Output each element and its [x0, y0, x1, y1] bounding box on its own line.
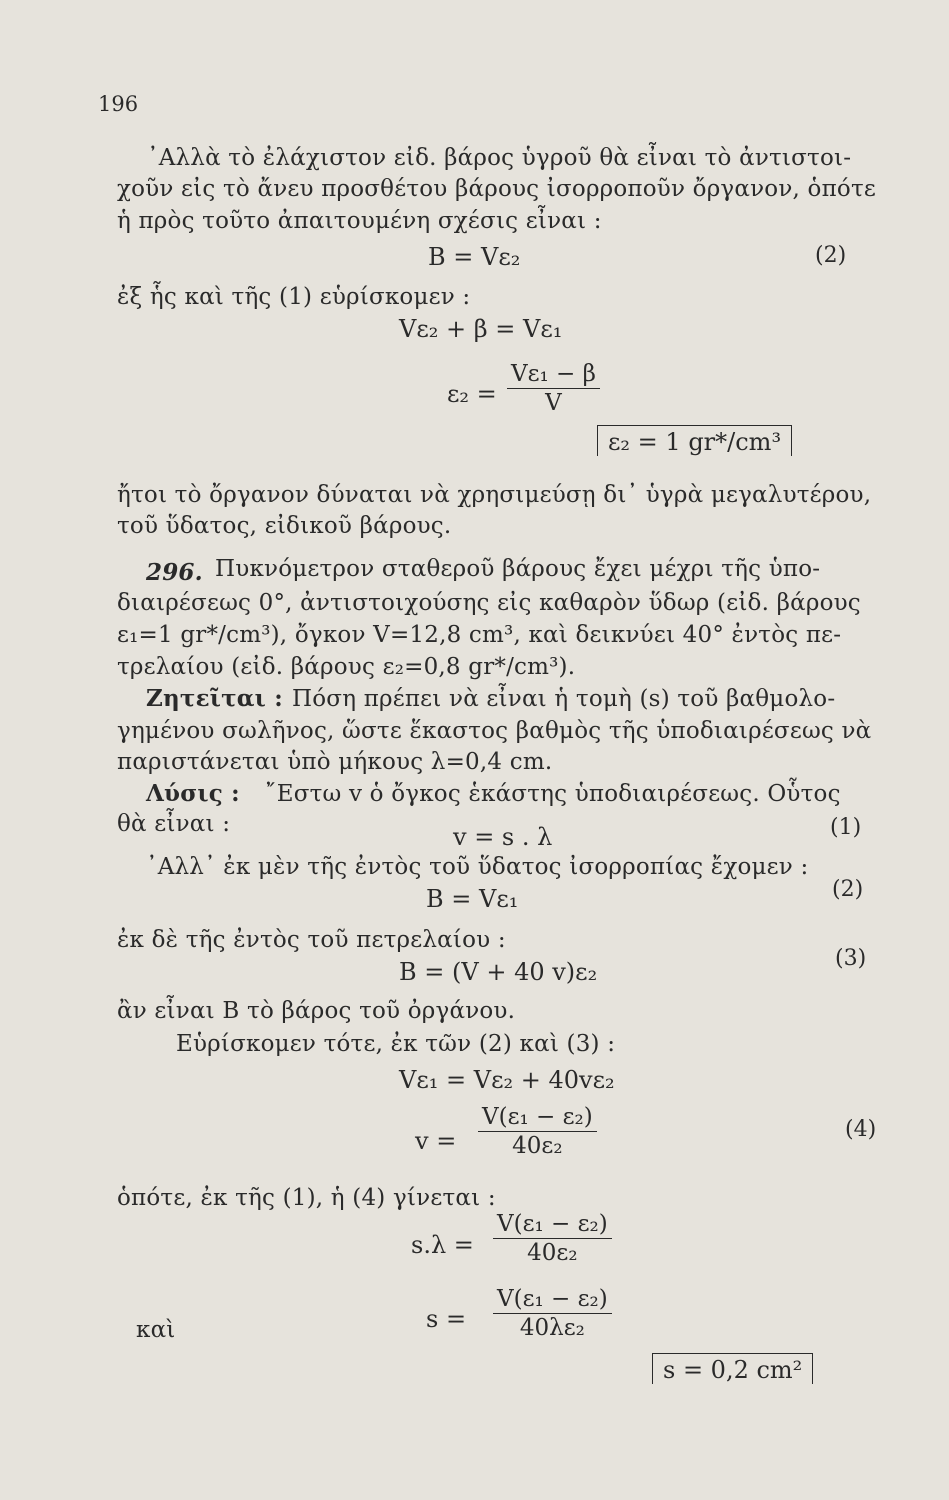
asked-line-2: γημένου σωλῆνος, ὥστε ἕκαστος βαθμὸς τῆς ὑποδιαιρέσεως νὰ: [117, 718, 872, 744]
equation-b-oil: B = (V + 40 v)ε₂: [399, 958, 598, 986]
fraction-numerator: V(ε₁ − ε₂): [482, 1104, 593, 1130]
fraction-numerator: V(ε₁ − ε₂): [497, 1286, 608, 1312]
equation-e2-fraction: [507, 360, 600, 417]
equation-label-2: (2): [815, 243, 847, 268]
equation-sl-fraction: [493, 1210, 612, 1267]
solution-label: Λύσις :: [146, 780, 240, 807]
problem-line-1: Πυκνόμετρον σταθεροῦ βάρους ἔχει μέχρι τῆς ὑπο-: [215, 556, 821, 582]
find-text: Εὑρίσκομεν τότε, ἐκ τῶν (2) καὶ (3) :: [176, 1031, 616, 1057]
asked-line-1: Πόση πρέπει νὰ εἶναι ἡ τομὴ (s) τοῦ βαθμολο-: [292, 686, 836, 712]
fraction-numerator: Vε₁ − β: [511, 361, 596, 387]
problem-line-3: ε₁=1 gr*/cm³), ὄγκον V=12,8 cm³, καὶ δεικνύει 40° ἐντὸς πε-: [117, 622, 842, 648]
intro-line-1: ᾿Αλλὰ τὸ ἐλάχιστον εἰδ. βάρος ὑγροῦ θὰ εἶναι τὸ ἀντιστοι-: [147, 145, 852, 171]
equation-sl-lhs: s.λ =: [411, 1231, 474, 1259]
result-box-s: s = 0,2 cm²: [652, 1353, 813, 1384]
conclusion-line-1: ἤτοι τὸ ὄργανον δύναται νὰ χρησιμεύσῃ δι᾿ ὑγρὰ μεγαλυτέρου,: [117, 482, 872, 508]
equation-label-3: (3): [835, 946, 867, 971]
equation-v-fraction: [478, 1103, 597, 1160]
fraction-denominator: 40λε₂: [493, 1313, 612, 1342]
asked-label: Ζητεῖται :: [146, 685, 283, 712]
equation-label-1: (1): [830, 815, 862, 840]
conclusion-line-2: τοῦ ὕδατος, εἰδικοῦ βάρους.: [117, 513, 452, 539]
equation-s-fraction: [493, 1285, 612, 1342]
equation-v-lhs: v =: [415, 1127, 457, 1155]
page-number: 196: [98, 92, 139, 116]
equation-e2-lhs: ε₂ =: [447, 380, 497, 408]
equation-b-ve2: B = Vε₂: [428, 243, 521, 271]
water-equilibrium-text: ᾿Αλλ᾿ ἐκ μὲν τῆς ἐντὸς τοῦ ὕδατος ἰσορροπίας ἔχομεν :: [146, 854, 809, 880]
oil-text: ἐκ δὲ τῆς ἐντὸς τοῦ πετρελαίου :: [117, 927, 506, 953]
solution-line-1: ῎Εστω v ὁ ὄγκος ἑκάστης ὑποδιαιρέσεως. Οὗτος: [265, 781, 841, 807]
fraction-denominator: 40ε₂: [493, 1238, 612, 1267]
and-text: καὶ: [136, 1317, 176, 1343]
equation-label-2b: (2): [832, 877, 864, 902]
solution-line-2: θὰ εἶναι :: [117, 811, 231, 837]
weight-text: ἂν εἶναι B τὸ βάρος τοῦ ὀργάνου.: [117, 998, 516, 1024]
asked-line-3: παριστάνεται ὑπὸ μήκους λ=0,4 cm.: [117, 749, 553, 775]
result-box-e2: ε₂ = 1 gr*/cm³: [597, 425, 792, 456]
fraction-denominator: 40ε₂: [478, 1131, 597, 1160]
fraction-numerator: V(ε₁ − ε₂): [497, 1211, 608, 1237]
then-text: ὁπότε, ἐκ τῆς (1), ἡ (4) γίνεται :: [117, 1185, 496, 1211]
problem-number: 296.: [146, 559, 203, 586]
intro-line-3: ἡ πρὸς τοῦτο ἀπαιτουμένη σχέσις εἶναι :: [117, 208, 602, 234]
equation-b-ve1: B = Vε₁: [426, 885, 519, 913]
problem-line-2: διαιρέσεως 0°, ἀντιστοιχούσης εἰς καθαρὸν ὕδωρ (εἰδ. βάρους: [117, 590, 861, 616]
equation-label-4: (4): [845, 1117, 877, 1142]
equation-sum: Vε₂ + β = Vε₁: [399, 315, 563, 343]
equation-s-lhs: s =: [426, 1305, 467, 1333]
fraction-denominator: V: [507, 388, 600, 417]
from-text: ἐξ ἧς καὶ τῆς (1) εὑρίσκομεν :: [117, 284, 471, 310]
problem-line-4: τρελαίου (εἰδ. βάρους ε₂=0,8 gr*/cm³).: [117, 654, 576, 680]
intro-line-2: χοῦν εἰς τὸ ἄνευ προσθέτου βάρους ἰσορροποῦν ὄργανον, ὁπότε: [117, 176, 876, 202]
equation-v-sl: v = s . λ: [453, 823, 553, 851]
equation-combined: Vε₁ = Vε₂ + 40vε₂: [399, 1066, 615, 1094]
